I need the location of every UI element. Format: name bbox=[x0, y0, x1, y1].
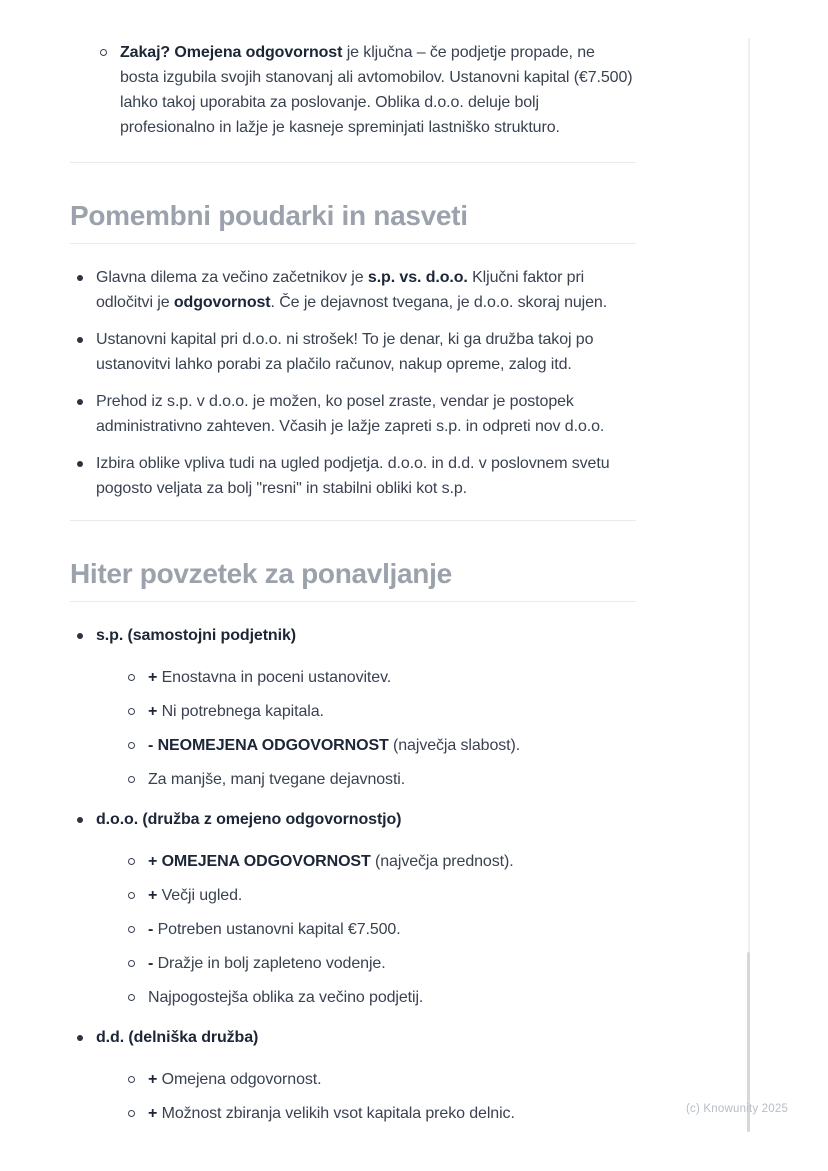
bold-text-segment: + bbox=[148, 1071, 158, 1088]
list-item bbox=[120, 1101, 636, 1126]
sp-sublist bbox=[120, 665, 636, 792]
text-segment: Enostavna in poceni ustanovitev. bbox=[157, 669, 392, 686]
list-item bbox=[120, 699, 636, 724]
bold-text-segment: s.p. vs. d.o.o. bbox=[367, 269, 468, 286]
bold-text-segment: + bbox=[148, 703, 158, 720]
dd-sublist bbox=[120, 1067, 636, 1126]
list-item-label: d.o.o. (družba z omejeno odgovornostjo) bbox=[96, 811, 402, 828]
list-item bbox=[70, 389, 636, 439]
text-segment: Dražje in bolj zapleteno vodenje. bbox=[153, 955, 386, 972]
bold-text-segment: + bbox=[148, 887, 158, 904]
doo-sublist bbox=[120, 849, 636, 1010]
bold-text-segment: Zakaj? Omejena odgovornost bbox=[120, 44, 343, 61]
text-segment: je ključna – če podjetje propade, ne bosta izgubila svojih stanovanj ali avtomobilov. Ustanovni kapital (€7.500) lahko takoj uporabita za poslovanje. Oblika d.o.o. deluje bolj profesionalno in lažje je kasneje spreminjati lastniško strukturo. bbox=[120, 44, 633, 136]
list-item-doo bbox=[70, 807, 636, 1010]
list-item bbox=[92, 40, 636, 140]
list-item bbox=[120, 849, 636, 874]
text-segment: Izbira oblike vpliva tudi na ugled podjetja. d.o.o. in d.d. v poslovnem svetu pogosto veljata za bolj "resni" in stabilni obliki kot s.p. bbox=[96, 455, 610, 497]
list-item-label: s.p. (samostojni podjetnik) bbox=[96, 627, 296, 644]
list-item bbox=[70, 265, 636, 315]
bold-text-segment: + bbox=[148, 1105, 158, 1122]
text-segment: . Če je dejavnost tvegana, je d.o.o. skoraj nujen. bbox=[270, 294, 608, 311]
summary-list bbox=[70, 623, 636, 1126]
list-item bbox=[120, 985, 636, 1010]
list-item-sp bbox=[70, 623, 636, 792]
list-item bbox=[120, 1067, 636, 1092]
list-item-dd bbox=[70, 1025, 636, 1126]
list-item bbox=[120, 767, 636, 792]
intro-list bbox=[92, 40, 636, 140]
text-segment: (največja prednost). bbox=[370, 853, 514, 870]
list-item bbox=[120, 951, 636, 976]
text-segment: Potreben ustanovni kapital €7.500. bbox=[153, 921, 401, 938]
text-segment: Večji ugled. bbox=[157, 887, 243, 904]
bold-text-segment: - NEOMEJENA ODGOVORNOST bbox=[148, 737, 389, 754]
section-title-highlights: Pomembni poudarki in nasveti bbox=[70, 199, 636, 244]
section-title-summary: Hiter povzetek za ponavljanje bbox=[70, 557, 636, 602]
section-divider bbox=[70, 162, 636, 163]
text-segment: Ustanovni kapital pri d.o.o. ni strošek! To je denar, ki ga družba takoj po ustanovitvi lahko porabi za plačilo računov, nakup opreme, zalog itd. bbox=[96, 331, 594, 373]
bold-text-segment: + bbox=[148, 669, 158, 686]
bold-text-segment: + OMEJENA ODGOVORNOST bbox=[148, 853, 371, 870]
section-divider bbox=[70, 520, 636, 521]
list-item bbox=[120, 917, 636, 942]
text-segment: (največja slabost). bbox=[388, 737, 521, 754]
list-item bbox=[70, 451, 636, 501]
bold-text-segment: odgovornost bbox=[173, 294, 271, 311]
text-segment: Prehod iz s.p. v d.o.o. je možen, ko posel zraste, vendar je postopek administrativno zahteven. Včasih je lažje zapreti s.p. in odpreti nov d.o.o. bbox=[96, 393, 605, 435]
list-item bbox=[70, 327, 636, 377]
text-segment: Glavna dilema za večino začetnikov je bbox=[96, 269, 368, 286]
copyright-footer: (c) Knowunity 2025 bbox=[686, 1103, 789, 1115]
list-item bbox=[120, 883, 636, 908]
text-segment: Ni potrebnega kapitala. bbox=[157, 703, 324, 720]
text-segment: Ključni faktor pri odločitvi je bbox=[96, 269, 585, 311]
text-segment: Možnost zbiranja velikih vsot kapitala preko delnic. bbox=[157, 1105, 515, 1122]
text-segment: Omejena odgovornost. bbox=[157, 1071, 322, 1088]
bold-text-segment: - bbox=[148, 921, 154, 938]
highlights-list bbox=[70, 265, 636, 501]
document-content bbox=[70, 0, 636, 1141]
list-item bbox=[120, 665, 636, 690]
list-item-label: d.d. (delniška družba) bbox=[96, 1029, 259, 1046]
bold-text-segment: - bbox=[148, 955, 154, 972]
text-segment: Za manjše, manj tvegane dejavnosti. bbox=[148, 771, 406, 788]
text-segment: Najpogostejša oblika za večino podjetij. bbox=[148, 989, 424, 1006]
list-item bbox=[120, 733, 636, 758]
